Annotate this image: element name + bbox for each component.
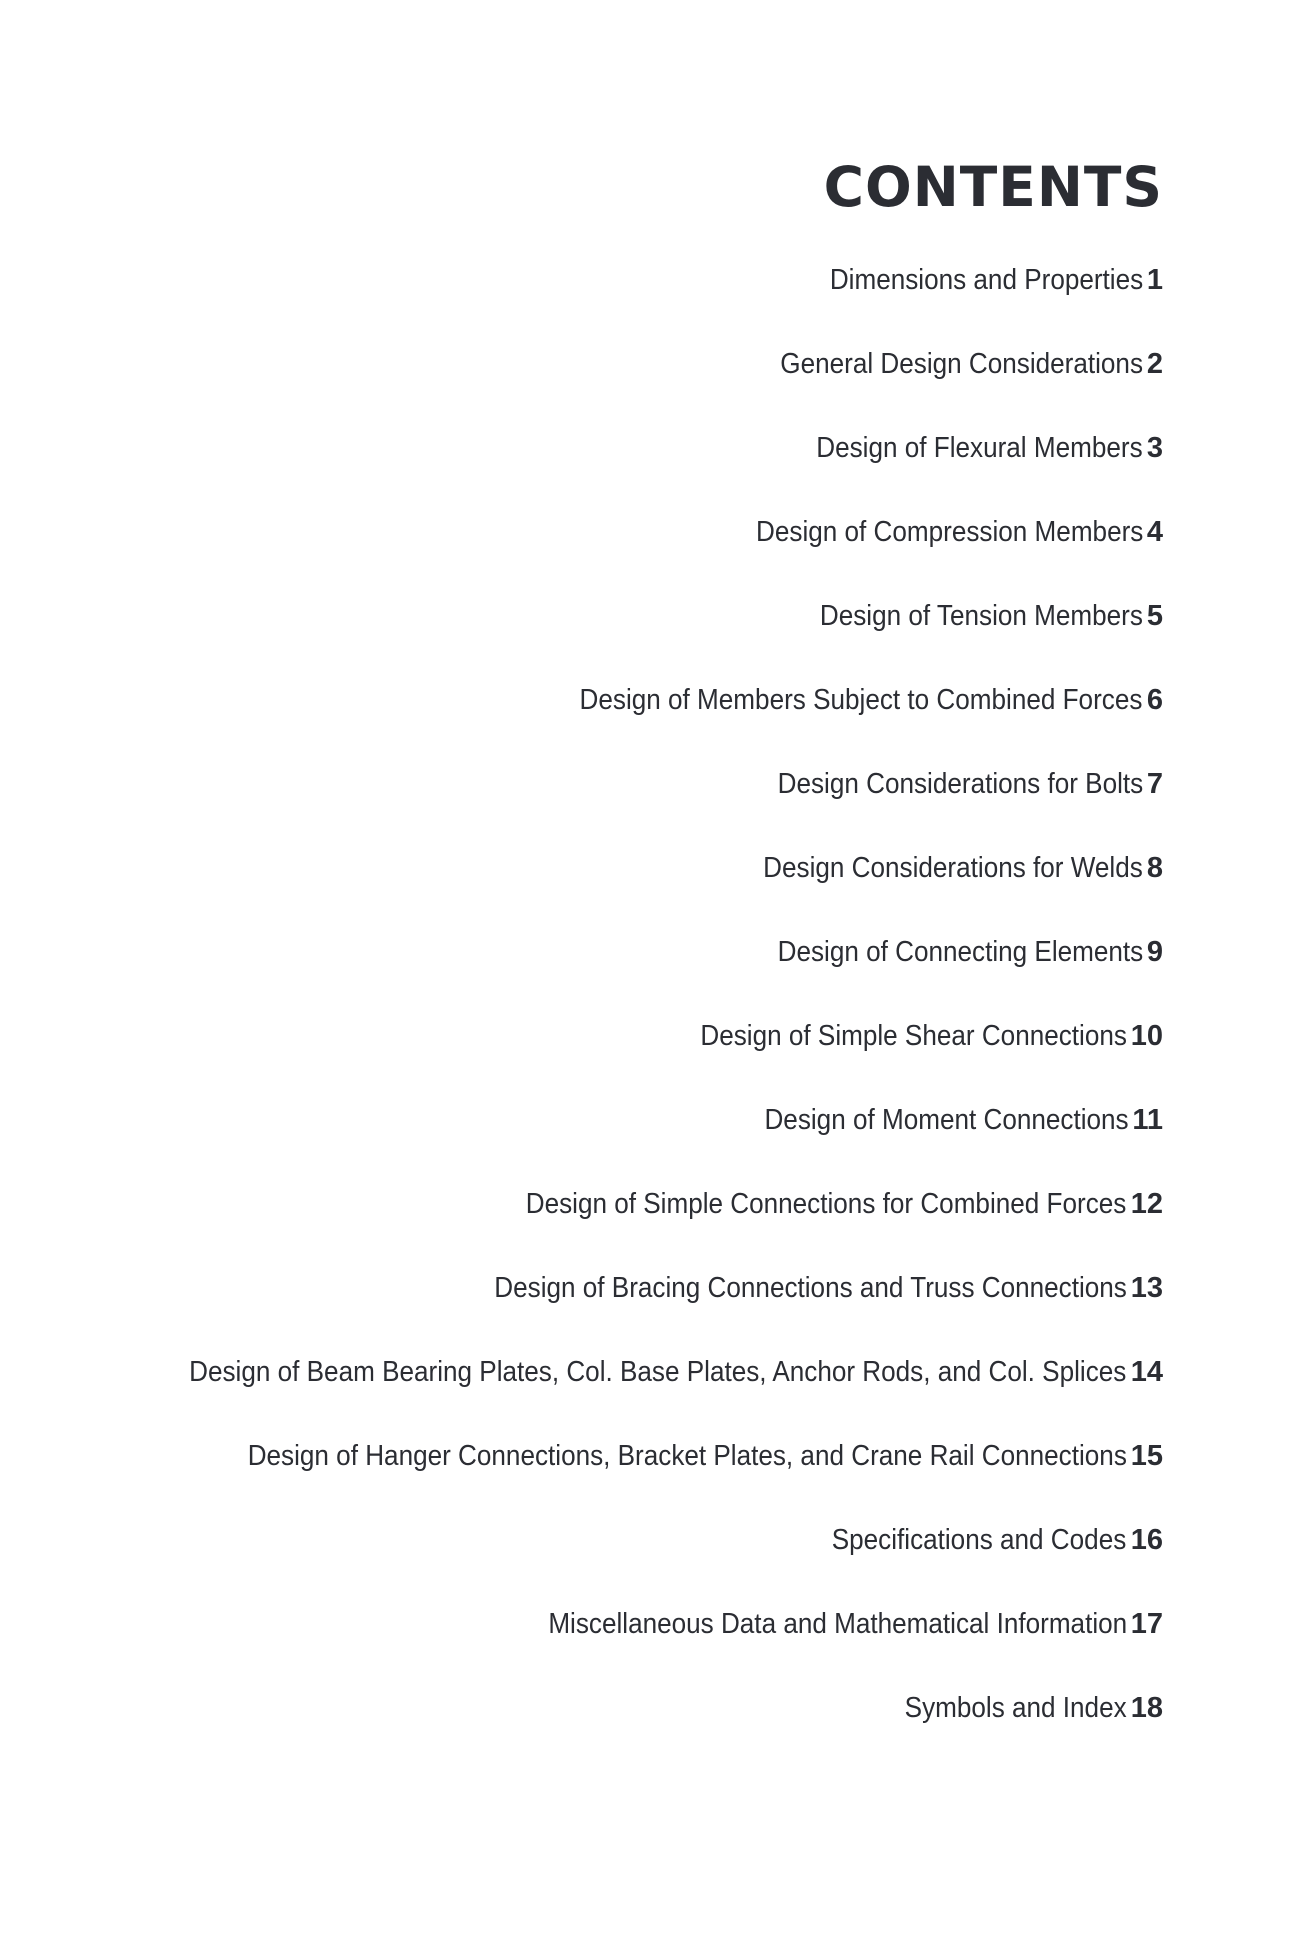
toc-entry[interactable] xyxy=(85,934,1163,1018)
toc-entry[interactable] xyxy=(85,346,1163,430)
toc-entry-number: 11 xyxy=(1132,1104,1163,1136)
toc-entry-label: Design of Flexural Members xyxy=(816,432,1143,464)
toc-entry-number: 9 xyxy=(1146,936,1163,968)
toc-entry-label: Design of Moment Connections xyxy=(764,1104,1129,1136)
toc-entry[interactable] xyxy=(85,262,1163,346)
toc-entry-number: 18 xyxy=(1130,1692,1163,1724)
toc-entry-number: 5 xyxy=(1146,600,1163,632)
toc-entry-label: Miscellaneous Data and Mathematical Information xyxy=(547,1608,1127,1640)
toc-entry[interactable] xyxy=(85,1354,1163,1438)
toc-entry-number: 1 xyxy=(1146,264,1163,296)
toc-entry[interactable] xyxy=(85,1270,1163,1354)
toc-list xyxy=(85,262,1163,1774)
toc-entry-number: 16 xyxy=(1130,1524,1163,1556)
toc-entry-label: Specifications and Codes xyxy=(832,1524,1127,1556)
toc-entry-label: Design of Simple Shear Connections xyxy=(700,1020,1127,1052)
page-title: CONTENTS xyxy=(823,155,1163,219)
toc-entry-label: Design of Bracing Connections and Truss Connections xyxy=(494,1272,1127,1304)
toc-entry-label: Design Considerations for Bolts xyxy=(777,768,1143,800)
toc-entry-label: Design of Simple Connections for Combined Forces xyxy=(526,1188,1127,1220)
toc-entry-number: 2 xyxy=(1146,348,1163,380)
toc-entry-number: 14 xyxy=(1130,1356,1163,1388)
toc-entry-label: Symbols and Index xyxy=(904,1692,1127,1724)
toc-entry[interactable] xyxy=(85,430,1163,514)
toc-entry-number: 13 xyxy=(1130,1272,1163,1304)
toc-entry-label: Dimensions and Properties xyxy=(829,264,1143,296)
toc-entry-number: 17 xyxy=(1130,1608,1163,1640)
toc-entry-label: General Design Considerations xyxy=(780,348,1143,380)
toc-entry-number: 4 xyxy=(1146,516,1163,548)
toc-entry-label: Design of Connecting Elements xyxy=(777,936,1143,968)
toc-entry[interactable] xyxy=(85,1018,1163,1102)
toc-entry[interactable] xyxy=(85,598,1163,682)
toc-entry-label: Design of Beam Bearing Plates, Col. Base Plates, Anchor Rods, and Col. Splices xyxy=(189,1356,1127,1388)
toc-entry-number: 12 xyxy=(1130,1188,1163,1220)
toc-entry[interactable] xyxy=(85,1606,1163,1690)
toc-entry[interactable] xyxy=(85,1438,1163,1522)
toc-entry-number: 8 xyxy=(1146,852,1163,884)
toc-entry-number: 7 xyxy=(1146,768,1163,800)
toc-entry[interactable] xyxy=(85,682,1163,766)
toc-entry[interactable] xyxy=(85,1186,1163,1270)
toc-entry[interactable] xyxy=(85,1690,1163,1774)
toc-entry-label: Design of Tension Members xyxy=(819,600,1143,632)
toc-entry[interactable] xyxy=(85,514,1163,598)
toc-entry-number: 10 xyxy=(1130,1020,1163,1052)
toc-entry-label: Design of Hanger Connections, Bracket Plates, and Crane Rail Connections xyxy=(247,1440,1127,1472)
toc-entry[interactable] xyxy=(85,850,1163,934)
toc-entry-number: 3 xyxy=(1146,432,1163,464)
toc-entry-label: Design of Members Subject to Combined Forces xyxy=(580,684,1143,716)
toc-entry-label: Design of Compression Members xyxy=(755,516,1143,548)
toc-entry-label: Design Considerations for Welds xyxy=(763,852,1143,884)
toc-entry[interactable] xyxy=(85,1102,1163,1186)
toc-entry-number: 6 xyxy=(1146,684,1163,716)
toc-entry-number: 15 xyxy=(1130,1440,1163,1472)
toc-entry[interactable] xyxy=(85,1522,1163,1606)
toc-entry[interactable] xyxy=(85,766,1163,850)
